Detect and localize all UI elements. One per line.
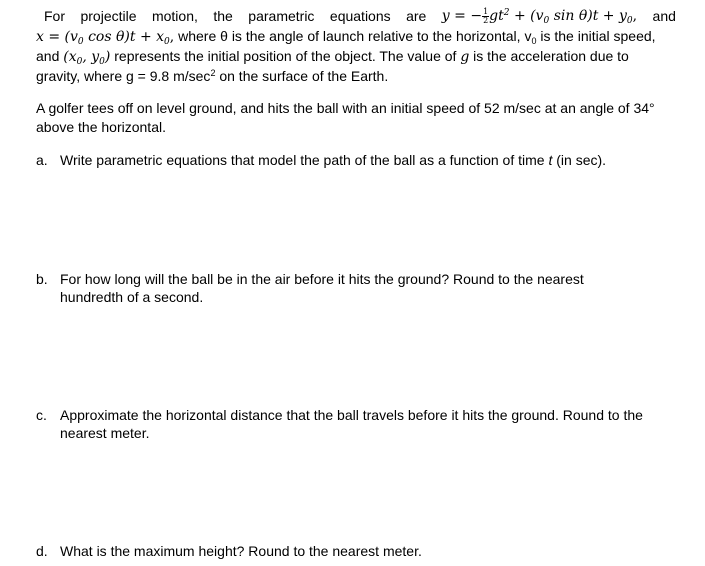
question-text: Approximate the horizontal distance that the ball travels before it hits the ground. Round to the nearest meter.: [60, 407, 643, 441]
question-text: Write parametric equations that model the path of the ball as a function of time t (in sec).: [60, 152, 607, 168]
intro-word: projectile: [80, 8, 137, 24]
question-b: [36, 270, 676, 306]
question-text: What is the maximum height? Round to the nearest meter.: [60, 543, 422, 559]
question-letter: b.: [36, 271, 48, 287]
intro-word: the: [213, 8, 233, 24]
question-text: For how long will the ball be in the air before it hits the ground? Round to the nearest hundredth of a second.: [60, 271, 584, 305]
scenario-paragraph: A golfer tees off on level ground, and hits the ball with an initial speed of 52 m/sec at an angle of 34° above the horizontal.: [36, 100, 655, 135]
intro-word: and: [652, 8, 676, 24]
intro-word: are: [406, 8, 427, 24]
x-equation: $x = (v_0$ $\cos \theta)t + x_0$,: [36, 29, 175, 47]
intro-second-line: $x = (v_0$ $\cos \theta)t + x_0$, where θ is the angle of launch relative to the horizontal, $v_0$ is the initial speed,: [36, 28, 656, 47]
g-symbol: g: [460, 49, 470, 65]
initial-position-pair: ($x_0$, $y_0$): [63, 49, 111, 67]
question-c: [36, 406, 676, 442]
question-letter: c.: [36, 407, 47, 423]
intro-word: equations: [329, 8, 391, 24]
intro-third-line: and ($x_0$, $y_0$) represents the initial position of the object. The value of g is the acceleration due to: [36, 48, 629, 67]
intro-word: motion,: [151, 8, 198, 24]
intro-first-line: [36, 6, 676, 27]
question-a: [36, 151, 676, 169]
y-equation: y = − $\frac{1}{2}$ $gt^2 + (v_0$ $\sin \theta)t + y_0$,: [441, 6, 638, 26]
intro-paragraph: [36, 6, 676, 86]
intro-fourth-line: gravity, where g = 9.8 $m/\sec^2$ on the surface of the Earth.: [36, 68, 389, 84]
question-d: [36, 542, 676, 560]
intro-word: For: [44, 8, 65, 24]
intro-word: parametric: [248, 8, 315, 24]
question-letter: d.: [36, 543, 48, 559]
one-half-fraction: $\frac{1}{2}$: [483, 6, 489, 25]
question-letter: a.: [36, 152, 48, 168]
